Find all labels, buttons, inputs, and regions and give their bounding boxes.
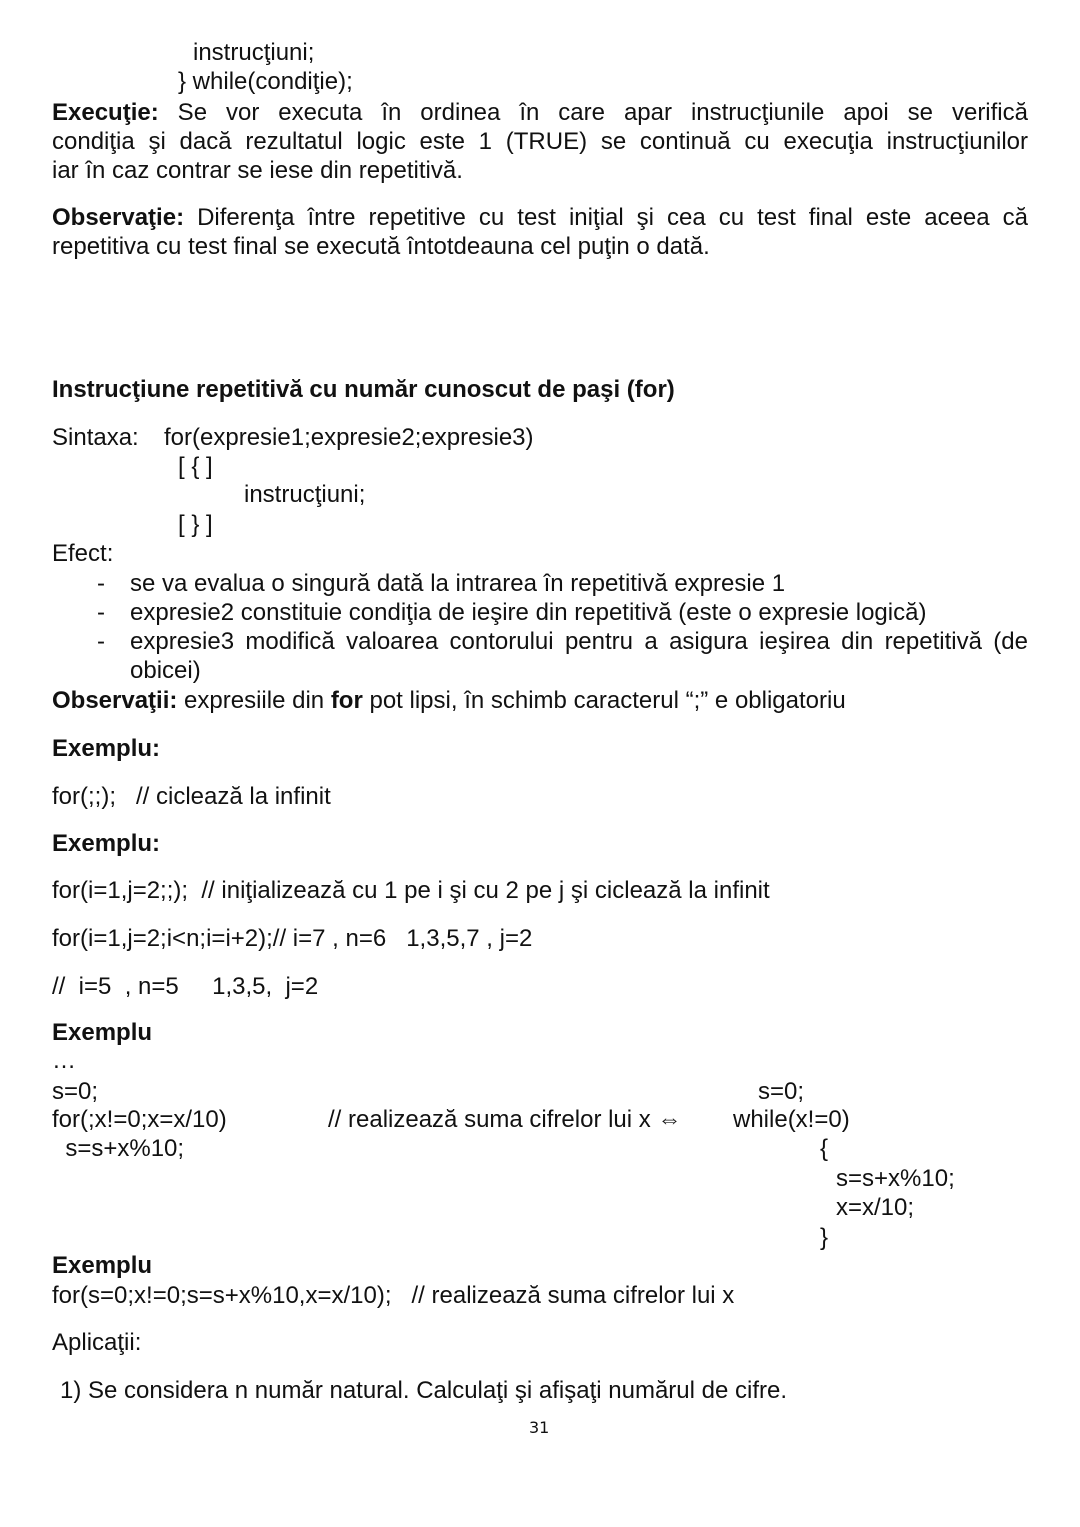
text: expresiile din (177, 687, 331, 714)
bullet-dash: - (97, 628, 105, 655)
code-line: instrucţiuni; (193, 39, 315, 66)
text: Se vor executa în ordinea în care apar instrucţiunile apoi se verifică (158, 99, 1028, 126)
code-line: while(x!=0) (733, 1106, 850, 1133)
effect-label: Efect: (52, 540, 114, 567)
keyword-for: for (330, 687, 363, 714)
list-item: expresie3 modifică valoarea contorului pentru a asigura ieşirea din repetitivă (de (130, 628, 1028, 655)
code-line: for(s=0;x!=0;s=s+x%10,x=x/10); // realizează suma cifrelor lui x (52, 1282, 735, 1309)
observations-paragraph (52, 686, 846, 715)
bullet-dash: - (97, 599, 105, 626)
ellipsis: … (52, 1047, 76, 1074)
code-line: s=s+x%10; (836, 1165, 955, 1192)
example-label: Exemplu (52, 1019, 153, 1046)
list-item: se va evalua o singură dată la intrarea în repetitivă expresie 1 (130, 570, 786, 597)
code-line: s=0; (758, 1078, 805, 1105)
example-label: Exemplu: (52, 735, 161, 762)
list-item-continuation: obicei) (130, 657, 201, 684)
example-label: Exemplu: (52, 830, 161, 857)
text-line: condiţia şi dacă rezultatul logic este 1 (TRUE) se continuă cu execuţia instrucţiunilor (52, 128, 1028, 155)
code-line: for(i=1,j=2;i<n;i=i+2);// i=7 , n=6 1,3,5,7 , j=2 (52, 925, 533, 952)
observation-label: Observaţie: (52, 204, 185, 231)
code-line: { (820, 1135, 829, 1162)
code-line: } (820, 1224, 829, 1251)
code-line: instrucţiuni; (244, 481, 366, 508)
application-item: 1) Se considera n număr natural. Calculaţi şi afişaţi numărul de cifre. (60, 1377, 788, 1404)
code-line: s=0; (52, 1078, 99, 1105)
syntax-label: Sintaxa: (52, 424, 139, 451)
section-heading: Instrucţiune repetitivă cu număr cunoscut de paşi (for) (52, 376, 675, 403)
bullet-dash: - (97, 570, 105, 597)
text: Diferenţa între repetitive cu test iniţial şi cea cu test final este aceea că (184, 204, 1028, 231)
text-line: repetitiva cu test final se execută întotdeauna cel puţin o dată. (52, 233, 710, 260)
code-line: for(;x!=0;x=x/10) (52, 1106, 227, 1133)
list-item: expresie2 constituie condiţia de ieşire din repetitivă (este o expresie logică) (130, 599, 927, 626)
code-line: [ } ] (178, 511, 213, 538)
code-line: } while(condiţie); (178, 68, 353, 95)
applications-label: Aplicaţii: (52, 1329, 142, 1356)
example-label: Exemplu (52, 1252, 153, 1279)
execution-label: Execuţie: (52, 99, 159, 126)
code-line: // i=5 , n=5 1,3,5, j=2 (52, 973, 319, 1000)
text: pot lipsi, în schimb caracterul “;” e obligatoriu (362, 687, 846, 714)
code-line: x=x/10; (836, 1194, 915, 1221)
execution-paragraph (52, 98, 1028, 127)
code-line: s=s+x%10; (52, 1135, 185, 1162)
observations-label: Observaţii: (52, 687, 178, 714)
text-line: iar în caz contrar se iese din repetitivă. (52, 157, 463, 184)
code-comment: // realizează suma cifrelor lui x ⇔ (328, 1106, 682, 1133)
code-line: for(i=1,j=2;;); // iniţializează cu 1 pe i şi cu 2 pe j şi ciclează la infinit (52, 877, 770, 904)
page-number: 31 (529, 1418, 550, 1437)
code-line: for(expresie1;expresie2;expresie3) (164, 424, 534, 451)
code-line: for(;;); // ciclează la infinit (52, 783, 331, 810)
observation-paragraph (52, 203, 1028, 232)
code-line: [ { ] (178, 453, 213, 480)
